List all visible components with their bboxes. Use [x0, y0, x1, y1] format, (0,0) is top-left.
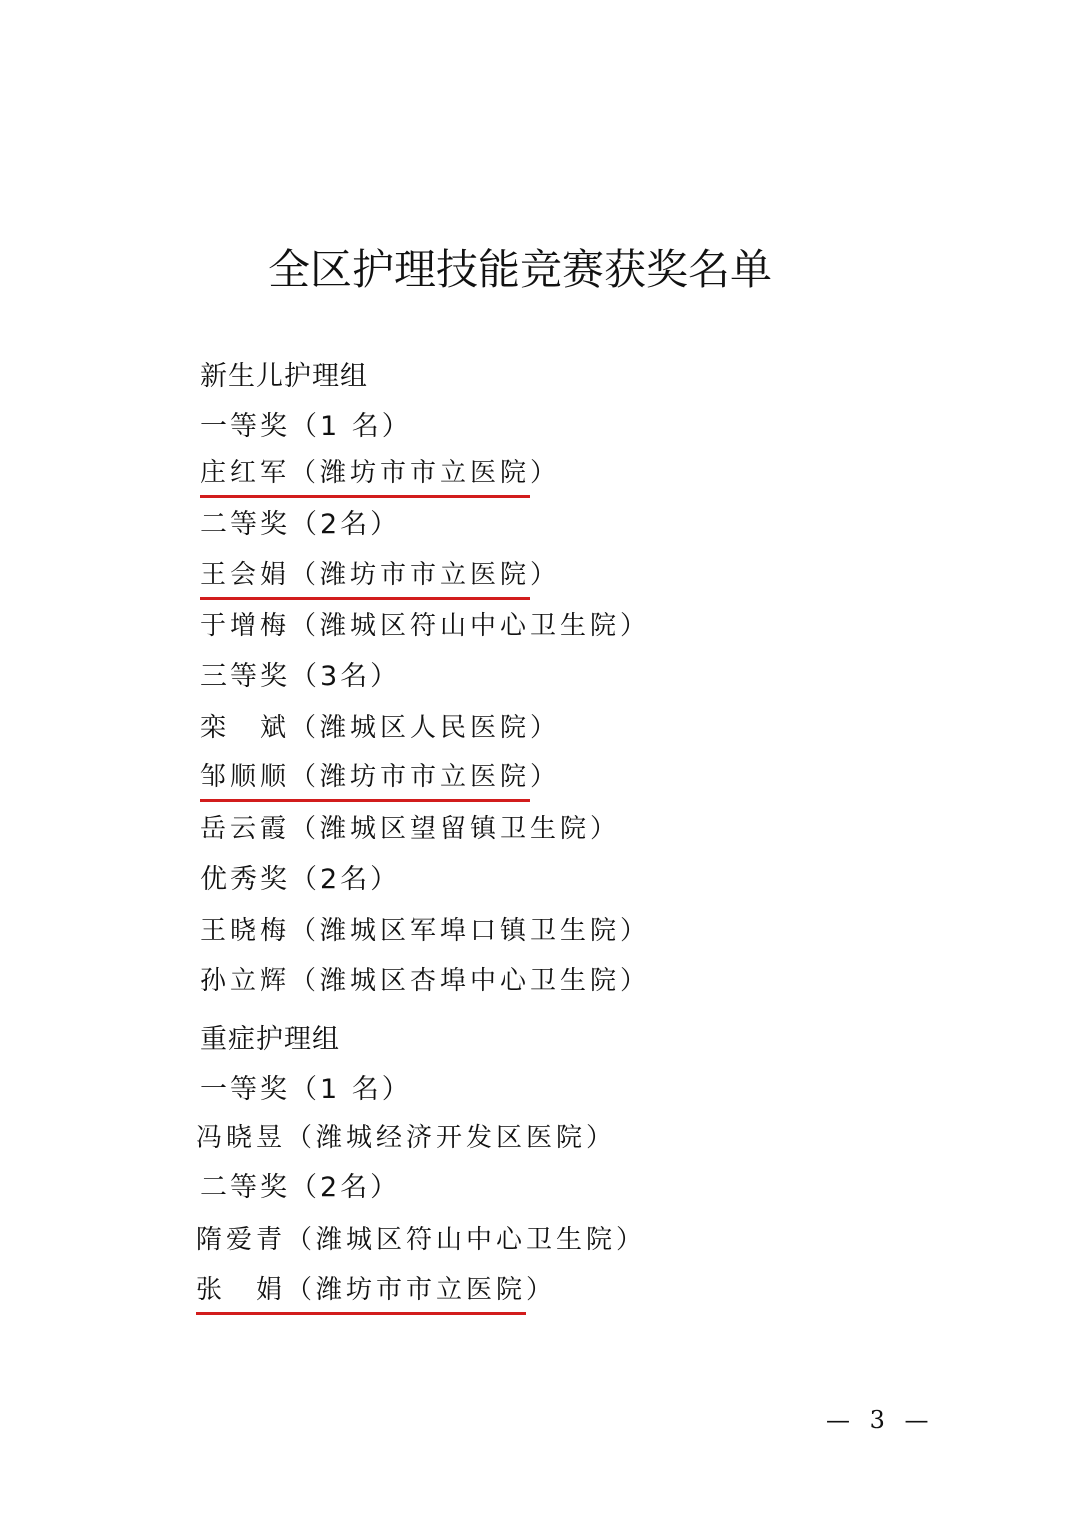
award-heading-excellence: 优秀奖（2名） — [200, 864, 401, 895]
winner-entry: 于增梅（潍城区符山中心卫生院） — [200, 611, 651, 641]
group-heading-neonatal: 新生儿护理组 — [200, 361, 368, 392]
winner-entry-underlined: 邹顺顺（潍坊市市立医院） — [200, 757, 530, 802]
page-title: 全区护理技能竞赛获奖名单 — [268, 245, 773, 294]
award-heading-first-prize: 一等奖（1 名） — [200, 411, 412, 442]
award-heading-second-prize: 二等奖（2名） — [200, 509, 401, 540]
winner-entry: 王晓梅（潍城区军埠口镇卫生院） — [200, 916, 651, 946]
winner-entry-underlined: 庄红军（潍坊市市立医院） — [200, 453, 530, 498]
winner-entry-underlined: 张 娟（潍坊市市立医院） — [196, 1270, 526, 1315]
award-heading-first-prize: 一等奖（1 名） — [200, 1074, 412, 1105]
winner-entry: 孙立辉（潍城区杏埠中心卫生院） — [200, 966, 651, 996]
winner-entry: 岳云霞（潍城区望留镇卫生院） — [200, 814, 621, 844]
winner-entry: 冯晓昱（潍城经济开发区医院） — [196, 1123, 617, 1153]
winner-entry-underlined: 王会娟（潍坊市市立医院） — [200, 555, 530, 600]
winner-entry: 隋爱青（潍城区符山中心卫生院） — [196, 1225, 647, 1255]
page-number: — 3 — — [826, 1406, 935, 1434]
award-heading-third-prize: 三等奖（3名） — [200, 661, 401, 692]
winner-entry: 栾 斌（潍城区人民医院） — [200, 713, 561, 743]
group-heading-critical-care: 重症护理组 — [200, 1024, 340, 1055]
award-heading-second-prize: 二等奖（2名） — [200, 1172, 401, 1203]
